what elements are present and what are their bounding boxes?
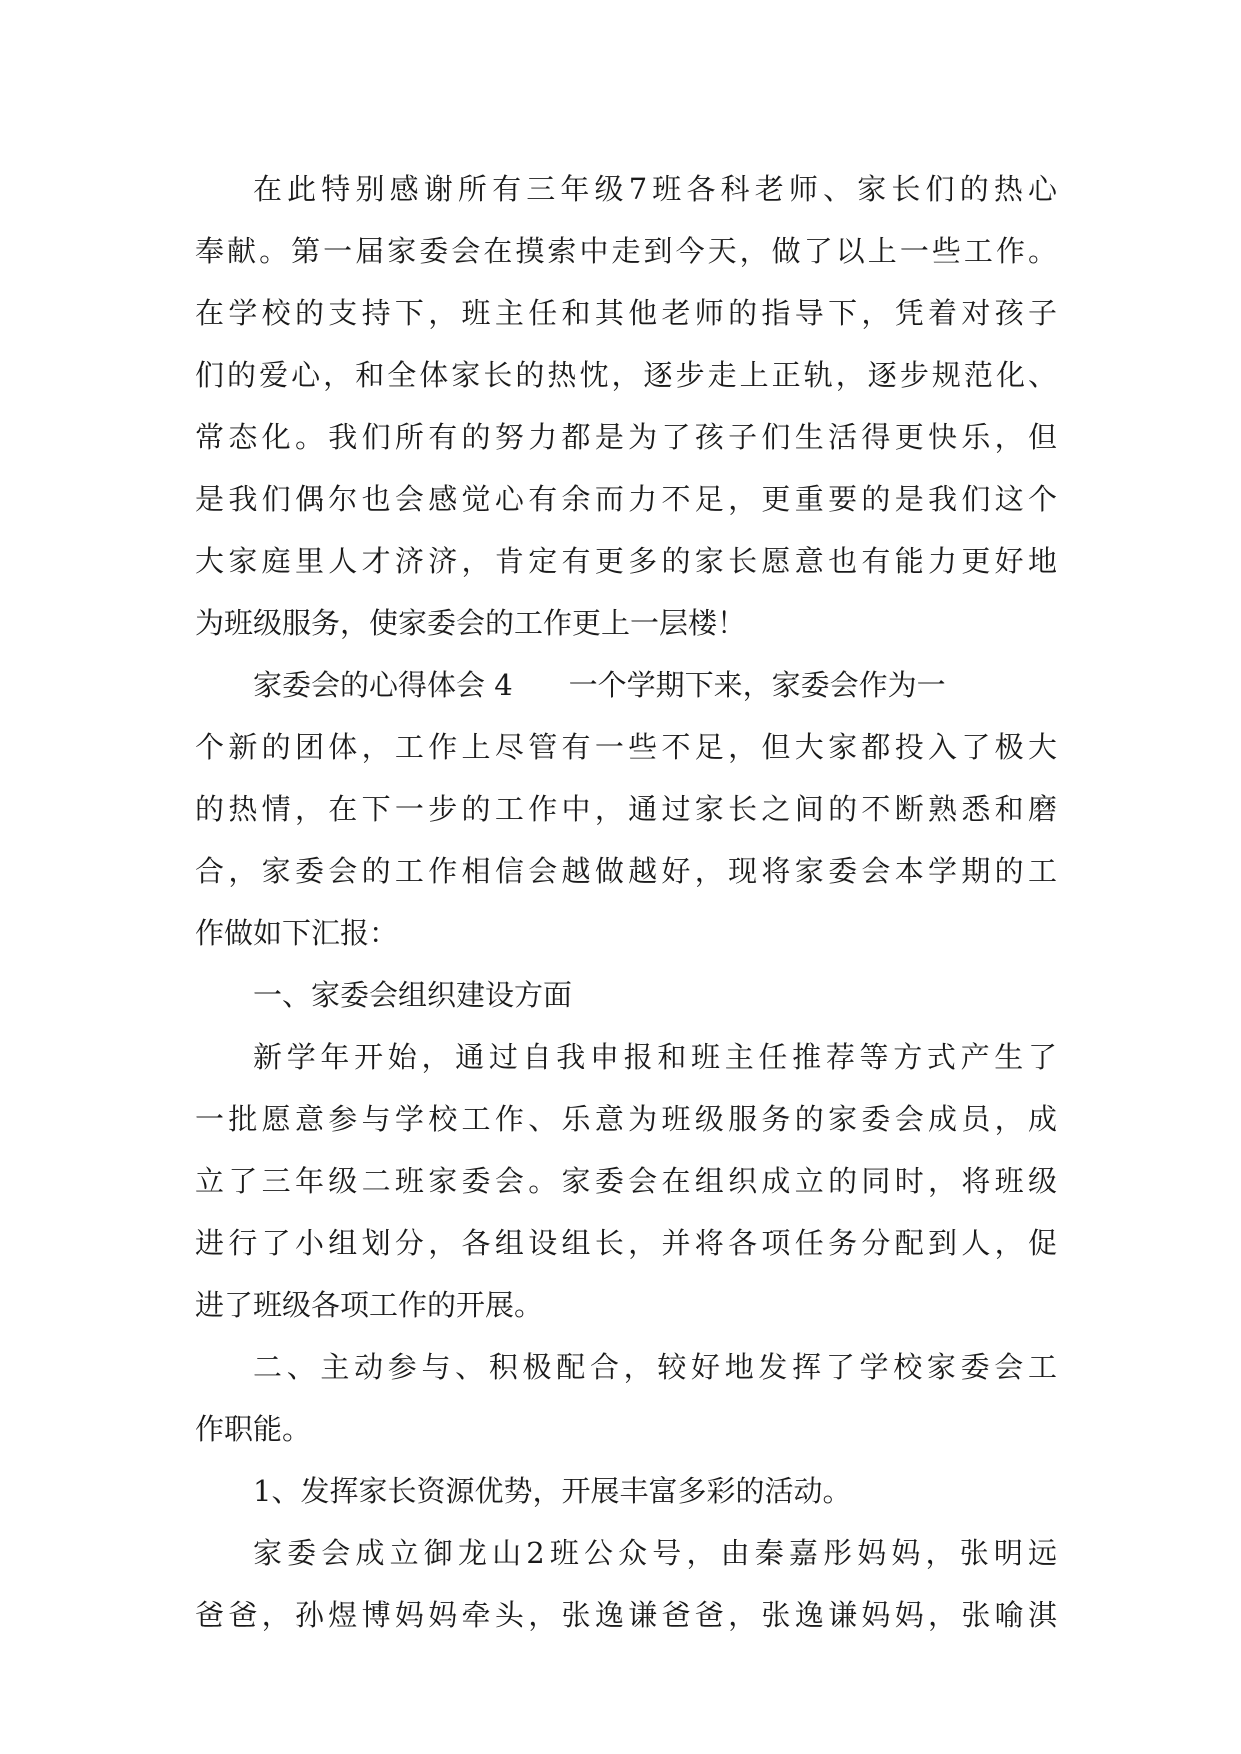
paragraph-line: 在此特别感谢所有三年级7班各科老师、家长们的热心 <box>253 172 1057 206</box>
paragraph-line: 大家庭里人才济济，肯定有更多的家长愿意也有能力更好地 <box>195 544 1057 578</box>
paragraph-line: 的热情，在下一步的工作中，通过家长之间的不断熟悉和磨 <box>195 792 1057 826</box>
paragraph-line: 新学年开始，通过自我申报和班主任推荐等方式产生了 <box>253 1040 1057 1074</box>
paragraph-line: 家委会成立御龙山2班公众号，由秦嘉彤妈妈，张明远 <box>253 1536 1057 1570</box>
paragraph-start: 一个学期下来，家委会作为一 <box>568 668 946 702</box>
paragraph-line: 是我们偶尔也会感觉心有余而力不足，更重要的是我们这个 <box>195 482 1057 516</box>
section-heading-line <box>195 654 1057 716</box>
paragraph-line: 一批愿意参与学校工作、乐意为班级服务的家委会成员，成 <box>195 1102 1057 1136</box>
paragraph-line: 作做如下汇报： <box>195 916 399 950</box>
paragraph-line: 奉献。第一届家委会在摸索中走到今天，做了以上一些工作。 <box>195 234 1057 268</box>
paragraph-line: 进了班级各项工作的开展。 <box>195 1288 544 1322</box>
paragraph-line: 合，家委会的工作相信会越做越好，现将家委会本学期的工 <box>195 854 1057 888</box>
paragraph-line: 立了三年级二班家委会。家委会在组织成立的同时，将班级 <box>195 1164 1057 1198</box>
list-item-line: 1、发挥家长资源优势，开展丰富多彩的活动。 <box>253 1474 852 1508</box>
subheading-line: 一、家委会组织建设方面 <box>253 978 573 1012</box>
subheading-line: 作职能。 <box>195 1412 312 1446</box>
paragraph-line: 常态化。我们所有的努力都是为了孩子们生活得更快乐，但 <box>195 420 1057 454</box>
document-body <box>195 158 1057 1646</box>
section-heading: 家委会的心得体会 4 <box>253 668 513 702</box>
paragraph-line: 在学校的支持下，班主任和其他老师的指导下，凭着对孩子 <box>195 296 1057 330</box>
paragraph-line: 们的爱心，和全体家长的热忱，逐步走上正轨，逐步规范化、 <box>195 358 1057 392</box>
paragraph-line: 为班级服务，使家委会的工作更上一层楼！ <box>195 606 747 640</box>
paragraph-line: 个新的团体，工作上尽管有一些不足，但大家都投入了极大 <box>195 730 1057 764</box>
paragraph-line: 进行了小组划分，各组设组长，并将各项任务分配到人，促 <box>195 1226 1057 1260</box>
paragraph-line: 爸爸，孙煜博妈妈牵头，张逸谦爸爸，张逸谦妈妈，张喻淇 <box>195 1598 1057 1632</box>
subheading-line: 二、主动参与、积极配合，较好地发挥了学校家委会工 <box>253 1350 1057 1384</box>
